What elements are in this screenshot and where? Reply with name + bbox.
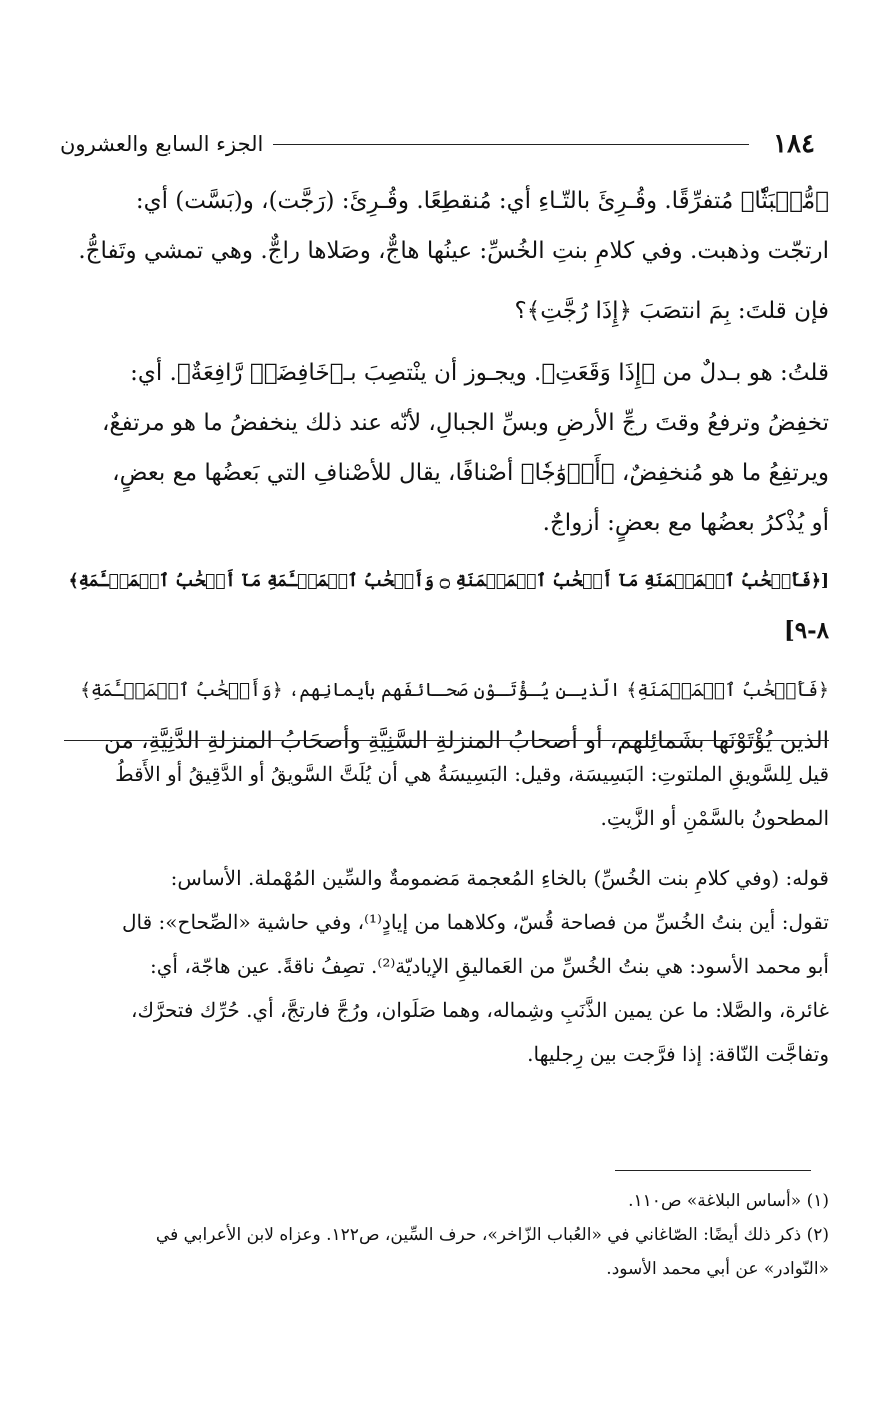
running-title: الجزء السابع والعشرون	[60, 132, 264, 156]
main-line: ﴿فَأَصۡحَٰبُ ٱلۡمَيۡمَنَةِ﴾ الّذيـن يُـؤْتَـوْن صَحـائفَهم بأيمانِهم، ﴿وَأَصۡحَٰبُ ٱلۡمَشۡـَٔمَةِ﴾	[80, 680, 829, 701]
footnote-1: (١) «أساس البلاغة» ص١١٠.	[628, 1191, 829, 1211]
commentary-line: غائرة، والصَّلا: ما عن يمين الذَّنَبِ وشِماله، وهما صَلَوان، ورُجَّ فارتجَّ، أي. حُرِّك فتحرَّك،	[130, 998, 829, 1022]
verse-heading: [﴿فَأَصۡحَٰبُ ٱلۡمَيۡمَنَةِ مَآ أَصۡحَٰبُ ٱلۡمَيۡمَنَةِ ۝ وَأَصۡحَٰبُ ٱلۡمَشۡـَٔمَةِ مَآ أَصۡحَٰبُ ٱلۡمَشۡـَٔمَةِ﴾	[68, 571, 829, 591]
main-text-rule	[64, 740, 829, 741]
main-line: ويرتفِعُ ما هو مُنخفِضٌ، ﴿أَزۡوَٰجٗا﴾ أصْنافًا، يقال للأصْنافِ التي بَعضُها مع بعضٍ،	[112, 460, 829, 486]
page-number: ١٨٤	[773, 129, 815, 159]
footnote-2: (٢) ذكر ذلك أيضًا: الصّاغاني في «العُباب الزّاخر»، حرف السِّين، ص١٢٢. وعزاه لابن الأعرابي في	[155, 1225, 829, 1245]
main-line: فإن قلتَ: بِمَ انتصَبَ ﴿إِذَا رُجَّتِ﴾؟	[514, 298, 829, 324]
commentary-line: قيل لِلسَّويقِ الملتوتِ: البَسِيسَة، وقيل: البَسِيسَةُ هي أن يُلَتَّ السَّويقُ أو الدَّقِيقُ أو الأَقطُ	[115, 762, 829, 786]
main-line: الذين يُؤْتَوْنَها بشَمائِلهم، أو أصحابُ المنزلةِ السَّنِيَّةِ وأصحَابُ المنزلةِ الدَّنِيَّةِ، من	[104, 728, 829, 754]
commentary	[64, 752, 829, 1076]
commentary-line: تقول: أين بنتُ الخُسِّ من فصاحة قُسّ، وكلاهما من إيادٍ⁽¹⁾، وفي حاشية «الصِّحاح»: قال	[122, 910, 829, 934]
main-line: تخفِضُ وترفعُ وقتَ رجِّ الأرضِ وبسِّ الجبالِ، لأنّه عند ذلك ينخفضُ ما هو مرتفعٌ،	[101, 410, 829, 436]
main-line: أو يُذْكرُ بعضُها مع بعضٍ: أزواجٌ.	[542, 510, 829, 536]
commentary-line: وتفاجَّت النّاقة: إذا فرَّجت بين رِجليها.	[527, 1042, 829, 1066]
verse-heading-ref: ٨-٩]	[783, 617, 829, 644]
main-text	[64, 176, 829, 766]
main-line: قلتُ: هو بـدلٌ من ﴿إِذَا وَقَعَتِ﴾. ويجـوز أن ينْتصِبَ بـ﴿خَافِضَةٞ رَّافِعَةٌ﴾. أي:	[130, 360, 829, 386]
header-rule	[273, 144, 749, 145]
footnotes	[64, 1184, 829, 1286]
commentary-line: أبو محمد الأسود: هي بنتُ الخُسِّ من العَماليقِ الإياديّة⁽²⁾. تصِفُ ناقةً. عين هاجّة، أي:	[150, 954, 829, 978]
page-header	[60, 126, 815, 162]
main-line: ارتجّت وذهبت. وفي كلامِ بنتِ الخُسِّ: عينُها هاجٌّ، وصَلاها راجٌّ. وهي تمشي وتَفاجُّ.	[78, 238, 829, 264]
main-line: ﴿مُّنۢبَثّٗا﴾ مُتفرِّقًا. وقُـرِئَ بالتّـاءِ أي: مُنقطِعًا. وقُـرِئَ: (رَجَّت)، و(بَسَّت) أي:	[135, 188, 829, 214]
footnote-2-cont: «النّوادر» عن أبي محمد الأسود.	[606, 1259, 829, 1279]
commentary-line: قوله: (وفي كلامِ بنت الخُسِّ) بالخاءِ المُعجمة مَضمومةٌ والسِّين المُهْملة. الأساس:	[170, 866, 829, 890]
footnote-rule	[615, 1170, 811, 1171]
commentary-line: المطحونُ بالسَّمْنِ أو الزَّيتِ.	[600, 806, 829, 830]
